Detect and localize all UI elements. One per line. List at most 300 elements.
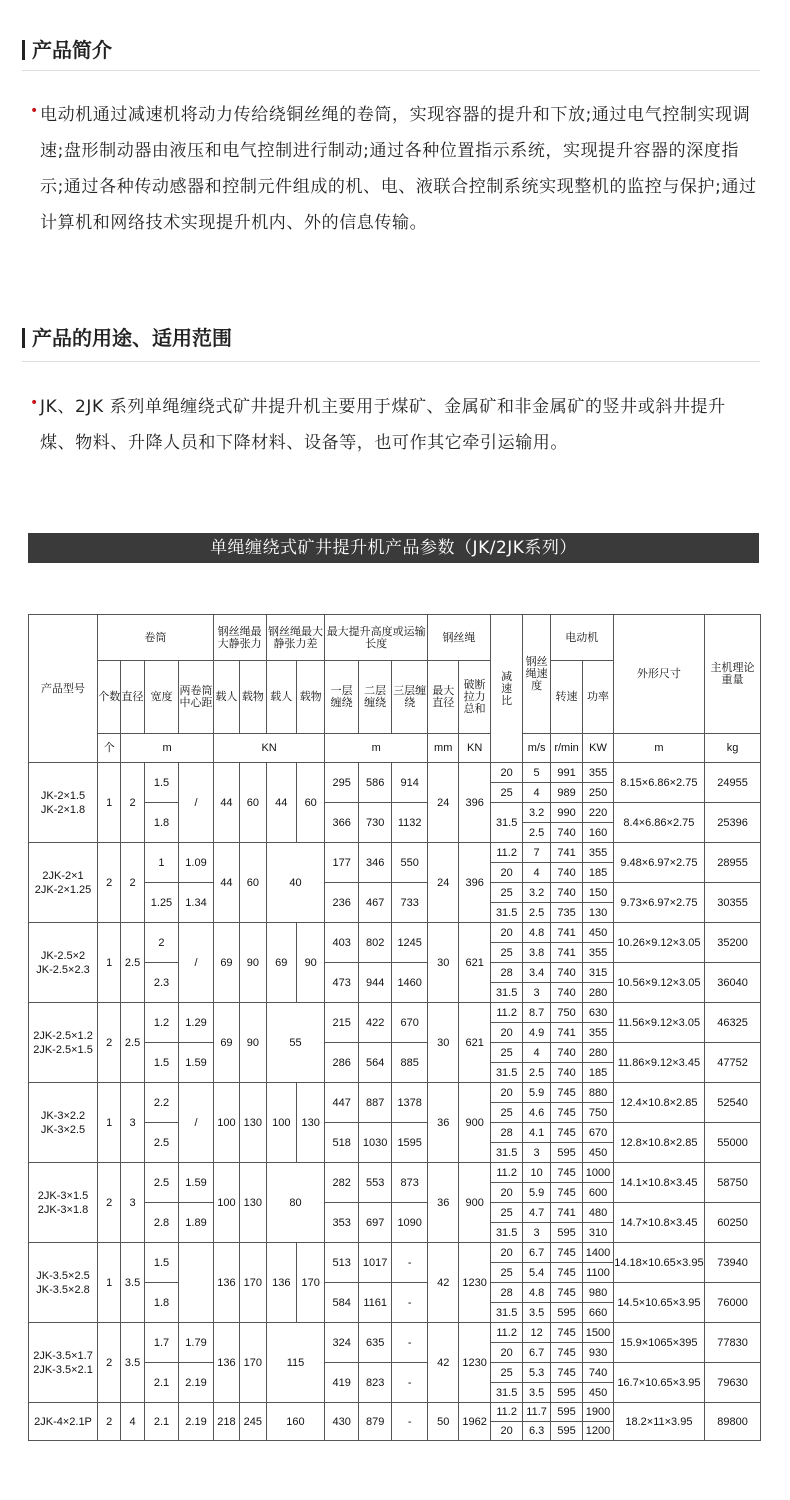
ratio-cell: 25 — [490, 883, 522, 903]
ratio-cell: 11.2 — [490, 1003, 522, 1023]
header-load-person: 载人 — [266, 661, 296, 734]
weight-cell: 35200 — [705, 923, 761, 963]
power-cell: 185 — [583, 863, 613, 883]
speed-cell: 4.9 — [523, 1023, 550, 1043]
rpm-cell: 595 — [550, 1403, 582, 1422]
speed-cell: 4.1 — [523, 1123, 550, 1143]
height-layer3: 873 — [392, 1163, 428, 1203]
dims-cell: 10.56×9.12×3.05 — [613, 963, 704, 1003]
ratio-cell: 31.5 — [490, 1063, 522, 1083]
header-center: 两卷筒中心距 — [179, 661, 214, 734]
height-layer1: 518 — [325, 1123, 359, 1163]
power-cell: 1000 — [583, 1163, 613, 1183]
ratio-cell: 20 — [490, 923, 522, 943]
dims-cell: 18.2×11×3.95 — [613, 1403, 704, 1441]
model-cell: 2JK-2.5×1.2 2JK-2.5×1.5 — [29, 1003, 98, 1083]
speed-cell: 2.5 — [523, 903, 550, 923]
count-cell: 1 — [98, 1243, 121, 1323]
table-row — [29, 1003, 761, 1023]
diameter-cell: 3.5 — [121, 1243, 144, 1323]
height-layer2: 553 — [358, 1163, 392, 1203]
static-tension-goods: 60 — [240, 763, 266, 843]
power-cell: 150 — [583, 883, 613, 903]
width-cell: 2.5 — [144, 1123, 179, 1163]
count-cell: 2 — [98, 1403, 121, 1441]
ratio-cell: 11.2 — [490, 1163, 522, 1183]
unit-kn: KN — [459, 734, 490, 763]
height-layer2: 467 — [358, 883, 392, 923]
power-cell: 480 — [583, 1203, 613, 1223]
unit-kw: KW — [583, 734, 613, 763]
center-cell: 2.19 — [179, 1363, 214, 1403]
tension-diff-person: 100 — [266, 1083, 296, 1163]
power-cell: 980 — [583, 1283, 613, 1303]
section-title-text: 产品的用途、适用范围 — [32, 326, 232, 350]
rpm-cell: 595 — [550, 1303, 582, 1323]
ratio-cell: 25 — [490, 943, 522, 963]
header-dims: 外形尺寸 — [613, 615, 704, 734]
speed-cell: 2.5 — [523, 1063, 550, 1083]
header-tension-diff: 钢丝绳最大静张力差 — [266, 615, 325, 661]
diameter-cell: 4 — [121, 1403, 144, 1441]
height-layer2: 1017 — [358, 1243, 392, 1283]
height-layer1: 403 — [325, 923, 359, 963]
static-tension-person: 69 — [213, 1003, 239, 1083]
center-cell: 1.29 — [179, 1003, 214, 1043]
table-row — [29, 1083, 761, 1103]
width-cell: 2.5 — [144, 1163, 179, 1203]
speed-cell: 5.4 — [523, 1263, 550, 1283]
ratio-cell: 20 — [490, 1422, 522, 1441]
ratio-cell: 31.5 — [490, 903, 522, 923]
rope-diameter: 42 — [427, 1243, 458, 1323]
static-tension-goods: 130 — [240, 1163, 266, 1243]
height-layer2: 1030 — [358, 1123, 392, 1163]
paragraph-text: 电动机通过减速机将动力传给绕铜丝绳的卷筒，实现容器的提升和下放;通过电气控制实现调速;盘形制动器由液压和电气控制进行制动;通过各种位置指示系统，实现提升容器的深度指示;通过各种传动感器和控制元件组成的机、电、液联合控制系统实现整机的监控与保护;通过计算机和网络技术实现提升机内、外的信息传输。 — [40, 105, 757, 233]
power-cell: 660 — [583, 1303, 613, 1323]
speed-cell: 5 — [523, 763, 550, 783]
dims-cell: 10.26×9.12×3.05 — [613, 923, 704, 963]
center-cell: 1.79 — [179, 1323, 214, 1363]
count-cell: 1 — [98, 923, 121, 1003]
tension-diff-goods: 60 — [296, 763, 324, 843]
speed-cell: 10 — [523, 1163, 550, 1183]
table-row — [29, 1403, 761, 1422]
header-motor: 电动机 — [550, 615, 613, 661]
power-cell: 1500 — [583, 1323, 613, 1343]
diameter-cell: 2 — [121, 843, 144, 923]
dims-cell: 14.18×10.65×3.95 — [613, 1243, 704, 1283]
height-layer3: 1460 — [392, 963, 428, 1003]
header-load-goods: 载物 — [240, 661, 266, 734]
ratio-cell: 25 — [490, 1263, 522, 1283]
ratio-cell: 31.5 — [490, 1223, 522, 1243]
diameter-cell: 2.5 — [121, 1003, 144, 1083]
break-force: 1230 — [459, 1243, 490, 1323]
header-weight: 主机理论重量 — [705, 615, 761, 734]
center-cell: 1.59 — [179, 1043, 214, 1083]
unit-kn: KN — [213, 734, 325, 763]
tension-diff-merged: 80 — [266, 1163, 325, 1243]
weight-cell: 60250 — [705, 1203, 761, 1243]
speed-cell: 3.8 — [523, 943, 550, 963]
power-cell: 630 — [583, 1003, 613, 1023]
rpm-cell: 740 — [550, 963, 582, 983]
height-layer2: 586 — [358, 763, 392, 803]
weight-cell: 77830 — [705, 1323, 761, 1363]
height-layer1: 282 — [325, 1163, 359, 1203]
dims-cell: 9.73×6.97×2.75 — [613, 883, 704, 923]
height-layer3: 1595 — [392, 1123, 428, 1163]
speed-cell: 4.6 — [523, 1103, 550, 1123]
height-layer2: 697 — [358, 1203, 392, 1243]
weight-cell: 28955 — [705, 843, 761, 883]
height-layer2: 635 — [358, 1323, 392, 1363]
rpm-cell: 745 — [550, 1123, 582, 1143]
width-cell: 1.7 — [144, 1323, 179, 1363]
unit-mm: mm — [427, 734, 458, 763]
speed-cell: 4 — [523, 863, 550, 883]
height-layer1: 513 — [325, 1243, 359, 1283]
header-rope: 钢丝绳 — [427, 615, 490, 661]
power-cell: 310 — [583, 1223, 613, 1243]
power-cell: 355 — [583, 943, 613, 963]
static-tension-goods: 245 — [240, 1403, 266, 1441]
speed-cell: 6.3 — [523, 1422, 550, 1441]
height-layer3: - — [392, 1243, 428, 1283]
speed-cell: 8.7 — [523, 1003, 550, 1023]
rpm-cell: 750 — [550, 1003, 582, 1023]
height-layer3: 733 — [392, 883, 428, 923]
static-tension-goods: 60 — [240, 843, 266, 923]
ratio-cell: 25 — [490, 783, 522, 803]
rope-diameter: 36 — [427, 1163, 458, 1243]
power-cell: 355 — [583, 843, 613, 863]
section-title-text: 产品简介 — [32, 38, 112, 62]
tension-diff-merged: 55 — [266, 1003, 325, 1083]
width-cell: 1 — [144, 843, 179, 883]
power-cell: 355 — [583, 1023, 613, 1043]
weight-cell: 55000 — [705, 1123, 761, 1163]
table-row — [29, 923, 761, 943]
rpm-cell: 745 — [550, 1263, 582, 1283]
power-cell: 740 — [583, 1363, 613, 1383]
center-cell: / — [179, 763, 214, 843]
header-max-dia: 最大直径 — [427, 661, 458, 734]
rope-diameter: 30 — [427, 1003, 458, 1083]
tension-diff-merged: 115 — [266, 1323, 325, 1403]
width-cell: 1.25 — [144, 883, 179, 923]
title-bar-decoration — [22, 40, 25, 60]
weight-cell: 25396 — [705, 803, 761, 843]
header-width: 宽度 — [144, 661, 179, 734]
speed-cell: 3.2 — [523, 803, 550, 823]
ratio-cell: 25 — [490, 1043, 522, 1063]
table-row — [29, 763, 761, 783]
speed-cell: 4.8 — [523, 923, 550, 943]
width-cell: 1.8 — [144, 1283, 179, 1323]
rope-diameter: 24 — [427, 763, 458, 843]
dims-cell: 8.15×6.86×2.75 — [613, 763, 704, 803]
width-cell: 2.3 — [144, 963, 179, 1003]
header-break-force: 破断拉力总和 — [459, 661, 490, 734]
dims-cell: 15.9×1065×395 — [613, 1323, 704, 1363]
height-layer3: 1378 — [392, 1083, 428, 1123]
height-layer1: 419 — [325, 1363, 359, 1403]
model-cell: JK-3×2.2 JK-3×2.5 — [29, 1083, 98, 1163]
power-cell: 600 — [583, 1183, 613, 1203]
power-cell: 185 — [583, 1063, 613, 1083]
break-force: 396 — [459, 763, 490, 843]
center-cell: 2.19 — [179, 1403, 214, 1441]
break-force: 1230 — [459, 1323, 490, 1403]
height-layer3: 550 — [392, 843, 428, 883]
weight-cell: 89800 — [705, 1403, 761, 1441]
section-intro-paragraph — [30, 97, 760, 241]
speed-cell: 7 — [523, 843, 550, 863]
height-layer1: 324 — [325, 1323, 359, 1363]
power-cell: 315 — [583, 963, 613, 983]
header-model: 产品型号 — [29, 615, 98, 763]
center-cell: 1.34 — [179, 883, 214, 923]
weight-cell: 47752 — [705, 1043, 761, 1083]
header-drum: 卷筒 — [98, 615, 214, 661]
dims-cell: 12.8×10.8×2.85 — [613, 1123, 704, 1163]
power-cell: 1400 — [583, 1243, 613, 1263]
width-cell: 1.8 — [144, 803, 179, 843]
height-layer3: - — [392, 1363, 428, 1403]
rope-diameter: 36 — [427, 1083, 458, 1163]
speed-cell: 4.7 — [523, 1203, 550, 1223]
break-force: 396 — [459, 843, 490, 923]
rpm-cell: 745 — [550, 1243, 582, 1263]
rpm-cell: 745 — [550, 1343, 582, 1363]
unit-rpm: r/min — [550, 734, 582, 763]
speed-cell: 3.5 — [523, 1383, 550, 1403]
section-divider — [22, 70, 760, 71]
count-cell: 1 — [98, 763, 121, 843]
rpm-cell: 741 — [550, 843, 582, 863]
static-tension-person: 100 — [213, 1083, 239, 1163]
model-cell: 2JK-3×1.5 2JK-3×1.8 — [29, 1163, 98, 1243]
height-layer1: 430 — [325, 1403, 359, 1441]
rpm-cell: 740 — [550, 983, 582, 1003]
count-cell: 2 — [98, 1003, 121, 1083]
height-layer3: - — [392, 1323, 428, 1363]
dims-cell: 11.56×9.12×3.05 — [613, 1003, 704, 1043]
rpm-cell: 595 — [550, 1143, 582, 1163]
ratio-cell: 28 — [490, 1123, 522, 1143]
width-cell: 2 — [144, 923, 179, 963]
unit-m: m — [121, 734, 213, 763]
rpm-cell: 745 — [550, 1363, 582, 1383]
diameter-cell: 3.5 — [121, 1323, 144, 1403]
weight-cell: 46325 — [705, 1003, 761, 1043]
rope-diameter: 42 — [427, 1323, 458, 1403]
width-cell: 1.5 — [144, 1243, 179, 1283]
rpm-cell: 595 — [550, 1223, 582, 1243]
speed-cell: 2.5 — [523, 823, 550, 843]
break-force: 1962 — [459, 1403, 490, 1441]
table-row — [29, 1323, 761, 1343]
model-cell: JK-2×1.5 JK-2×1.8 — [29, 763, 98, 843]
height-layer3: - — [392, 1403, 428, 1441]
header-rope-speed: 钢丝绳速度 — [523, 615, 550, 734]
rpm-cell: 740 — [550, 883, 582, 903]
speed-cell: 5.9 — [523, 1183, 550, 1203]
weight-cell: 79630 — [705, 1363, 761, 1403]
power-cell: 1100 — [583, 1263, 613, 1283]
header-load-goods: 载物 — [296, 661, 324, 734]
header-diameter: 直径 — [121, 661, 144, 734]
speed-cell: 4.8 — [523, 1283, 550, 1303]
tension-diff-goods: 170 — [296, 1243, 324, 1323]
speed-cell: 3.4 — [523, 963, 550, 983]
center-cell: / — [179, 923, 214, 1003]
power-cell: 280 — [583, 1043, 613, 1063]
rpm-cell: 740 — [550, 863, 582, 883]
table-row — [29, 843, 761, 863]
table-row — [29, 1243, 761, 1263]
rpm-cell: 735 — [550, 903, 582, 923]
static-tension-person: 136 — [213, 1323, 239, 1403]
weight-cell: 76000 — [705, 1283, 761, 1323]
tension-diff-person: 136 — [266, 1243, 296, 1323]
height-layer3: - — [392, 1283, 428, 1323]
ratio-cell: 20 — [490, 1243, 522, 1263]
diameter-cell: 3 — [121, 1163, 144, 1243]
speed-cell: 4 — [523, 1043, 550, 1063]
static-tension-goods: 170 — [240, 1323, 266, 1403]
ratio-cell: 31.5 — [490, 983, 522, 1003]
static-tension-goods: 130 — [240, 1083, 266, 1163]
bullet-icon: • — [30, 103, 39, 119]
diameter-cell: 2 — [121, 763, 144, 843]
rpm-cell: 595 — [550, 1422, 582, 1441]
header-count: 个数 — [98, 661, 121, 734]
rpm-cell: 745 — [550, 1283, 582, 1303]
ratio-cell: 31.5 — [490, 1383, 522, 1403]
count-cell: 1 — [98, 1083, 121, 1163]
height-layer2: 564 — [358, 1043, 392, 1083]
count-cell: 2 — [98, 1323, 121, 1403]
dims-cell: 16.7×10.65×3.95 — [613, 1363, 704, 1403]
power-cell: 930 — [583, 1343, 613, 1363]
power-cell: 450 — [583, 923, 613, 943]
speed-cell: 6.7 — [523, 1243, 550, 1263]
height-layer1: 295 — [325, 763, 359, 803]
height-layer2: 944 — [358, 963, 392, 1003]
tension-diff-person: 44 — [266, 763, 296, 843]
height-layer2: 887 — [358, 1083, 392, 1123]
ratio-cell: 28 — [490, 963, 522, 983]
ratio-cell: 31.5 — [490, 1143, 522, 1163]
rpm-cell: 991 — [550, 763, 582, 783]
static-tension-goods: 90 — [240, 1003, 266, 1083]
dims-cell: 8.4×6.86×2.75 — [613, 803, 704, 843]
center-cell: / — [179, 1083, 214, 1163]
rpm-cell: 741 — [550, 1023, 582, 1043]
header-layer3: 三层缠绕 — [392, 661, 428, 734]
tension-diff-goods: 130 — [296, 1083, 324, 1163]
power-cell: 670 — [583, 1123, 613, 1143]
rpm-cell: 740 — [550, 823, 582, 843]
dims-cell: 9.48×6.97×2.75 — [613, 843, 704, 883]
power-cell: 1900 — [583, 1403, 613, 1422]
rpm-cell: 741 — [550, 943, 582, 963]
center-cell: 1.59 — [179, 1163, 214, 1203]
power-cell: 250 — [583, 783, 613, 803]
ratio-cell: 31.5 — [490, 803, 522, 843]
power-cell: 280 — [583, 983, 613, 1003]
ratio-cell: 11.2 — [490, 843, 522, 863]
static-tension-person: 136 — [213, 1243, 239, 1323]
break-force: 621 — [459, 1003, 490, 1083]
rpm-cell: 740 — [550, 1063, 582, 1083]
ratio-cell: 25 — [490, 1203, 522, 1223]
speed-cell: 3.5 — [523, 1303, 550, 1323]
rope-diameter: 24 — [427, 843, 458, 923]
ratio-cell: 20 — [490, 863, 522, 883]
height-layer1: 473 — [325, 963, 359, 1003]
header-reduction: 减速比 — [490, 615, 522, 763]
height-layer3: 885 — [392, 1043, 428, 1083]
ratio-cell: 11.2 — [490, 1323, 522, 1343]
rpm-cell: 745 — [550, 1183, 582, 1203]
break-force: 900 — [459, 1163, 490, 1243]
ratio-cell: 20 — [490, 1083, 522, 1103]
rpm-cell: 745 — [550, 1103, 582, 1123]
ratio-cell: 25 — [490, 1363, 522, 1383]
speed-cell: 12 — [523, 1323, 550, 1343]
table-title-banner: 单绳缠绕式矿井提升机产品参数（JK/2JK系列） — [28, 533, 759, 563]
speed-cell: 4 — [523, 783, 550, 803]
ratio-cell: 31.5 — [490, 1303, 522, 1323]
ratio-cell: 20 — [490, 1343, 522, 1363]
width-cell: 1.5 — [144, 763, 179, 803]
header-lift-height: 最大提升高度或运输长度 — [325, 615, 428, 661]
rope-diameter: 50 — [427, 1403, 458, 1441]
height-layer1: 584 — [325, 1283, 359, 1323]
title-bar-decoration — [22, 328, 25, 348]
static-tension-goods: 170 — [240, 1243, 266, 1323]
speed-cell: 5.3 — [523, 1363, 550, 1383]
height-layer2: 422 — [358, 1003, 392, 1043]
height-layer3: 914 — [392, 763, 428, 803]
weight-cell: 36040 — [705, 963, 761, 1003]
ratio-cell: 20 — [490, 1023, 522, 1043]
dims-cell: 14.5×10.65×3.95 — [613, 1283, 704, 1323]
rpm-cell: 741 — [550, 1203, 582, 1223]
weight-cell: 24955 — [705, 763, 761, 803]
speed-cell: 3 — [523, 1143, 550, 1163]
weight-cell: 52540 — [705, 1083, 761, 1123]
power-cell: 450 — [583, 1383, 613, 1403]
height-layer2: 879 — [358, 1403, 392, 1441]
speed-cell: 3.2 — [523, 883, 550, 903]
model-cell: 2JK-3.5×1.7 2JK-3.5×2.1 — [29, 1323, 98, 1403]
speed-cell: 6.7 — [523, 1343, 550, 1363]
rpm-cell: 989 — [550, 783, 582, 803]
unit-count: 个 — [98, 734, 121, 763]
static-tension-person: 44 — [213, 763, 239, 843]
center-cell: 1.09 — [179, 843, 214, 883]
static-tension-person: 218 — [213, 1403, 239, 1441]
power-cell: 750 — [583, 1103, 613, 1123]
header-rpm: 转速 — [550, 661, 582, 734]
count-cell: 2 — [98, 843, 121, 923]
rpm-cell: 745 — [550, 1323, 582, 1343]
